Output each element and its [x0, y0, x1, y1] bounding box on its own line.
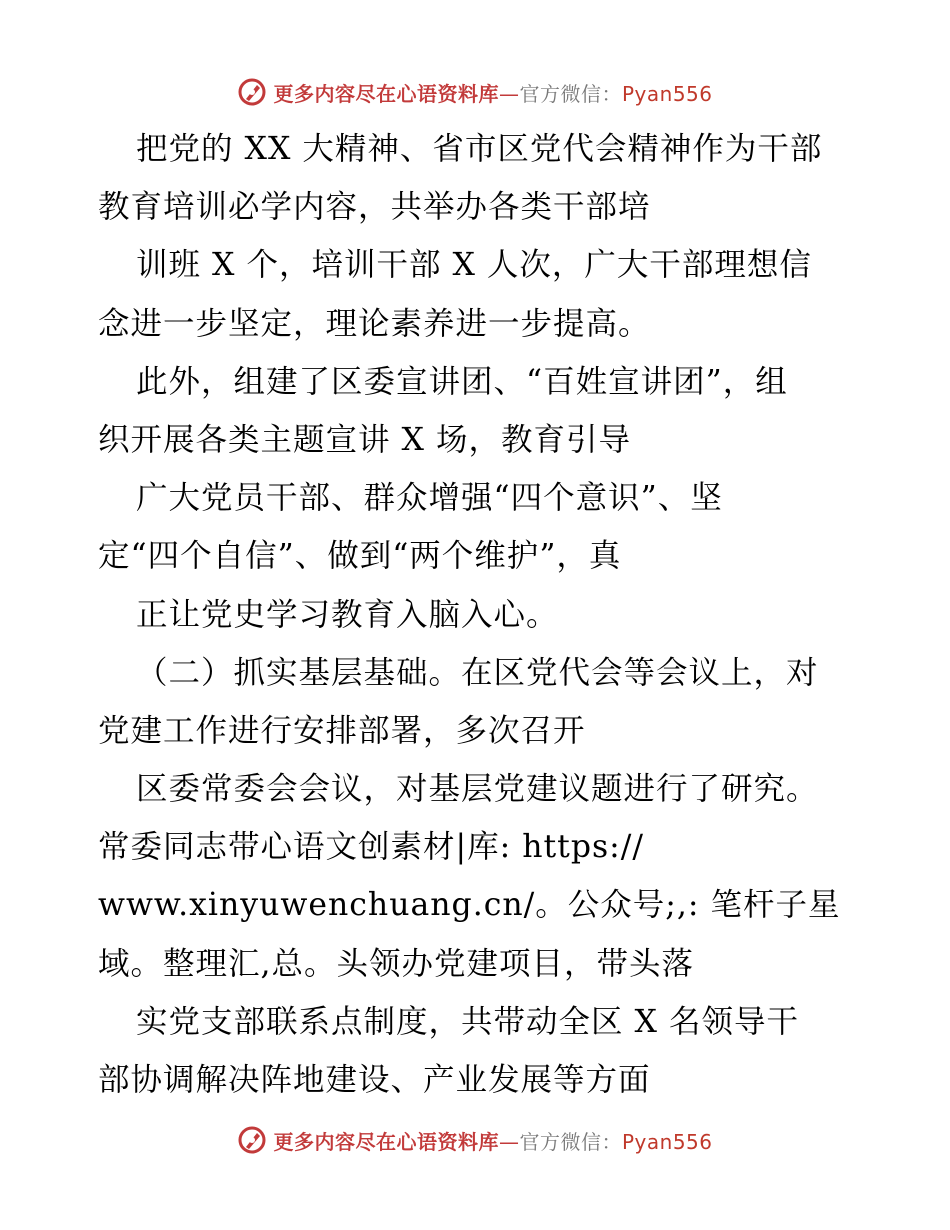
text-line: www.xinyuwenchuang.cn/。公众号;,: 笔杆子星 — [98, 887, 841, 924]
pen-logo-icon — [237, 1125, 267, 1155]
footer-wechat-id: Pyan556 — [621, 1129, 713, 1154]
text-line: 念进一步坚定，理论素养进一步提高。 — [98, 305, 651, 342]
pen-logo-icon — [237, 77, 267, 107]
text-line: 部协调解决阵地建设、产业发展等方面 — [98, 1062, 651, 1098]
document-body — [98, 120, 898, 1109]
footer-banner-sub: 官方微信： — [519, 1129, 622, 1154]
text-line: 正让党史学习教育入脑入心。 — [136, 596, 559, 633]
text-line: 党建工作进行安排部署，多次召开 — [98, 712, 586, 749]
text-line: 把党的 XX 大精神、省市区党代会精神作为干部 — [136, 131, 823, 167]
footer-banner — [0, 1120, 950, 1160]
text-line: 实党支部联系点制度，共带动全区 X 名领导干 — [136, 1003, 799, 1040]
footer-banner-main: 更多内容尽在心语资料库 — [273, 1129, 499, 1154]
footer-banner-dash: — — [498, 1129, 520, 1154]
text-line: 域。整理汇,总。头领办党建项目，带头落 — [98, 945, 695, 982]
text-line: 常委同志带心语文创素材|库: https:// — [98, 829, 645, 866]
text-line: （二）抓实基层基础。在区党代会等会议上，对 — [136, 654, 819, 691]
text-line: 训班 X 个，培训干部 X 人次，广大干部理想信 — [136, 247, 812, 284]
footer-banner-text — [273, 1126, 712, 1155]
header-wechat-id: Pyan556 — [621, 81, 713, 106]
text-line: 织开展各类主题宣讲 X 场，教育引导 — [98, 421, 631, 458]
header-banner — [0, 72, 950, 112]
header-banner-text — [273, 78, 712, 107]
text-line: 广大党员干部、群众增强“四个意识”、坚 — [136, 480, 723, 517]
header-banner-sub: 官方微信： — [519, 81, 622, 106]
header-banner-main: 更多内容尽在心语资料库 — [273, 81, 499, 106]
text-line: 区委常委会会议，对基层党建议题进行了研究。 — [136, 771, 819, 808]
text-line: 教育培训必学内容，共举办各类干部培 — [98, 189, 651, 226]
header-banner-dash: — — [498, 81, 520, 106]
text-line: 定“四个自信”、做到“两个维护”，真 — [98, 538, 622, 575]
text-line: 此外，组建了区委宣讲团、“百姓宣讲团”，组 — [136, 363, 788, 400]
